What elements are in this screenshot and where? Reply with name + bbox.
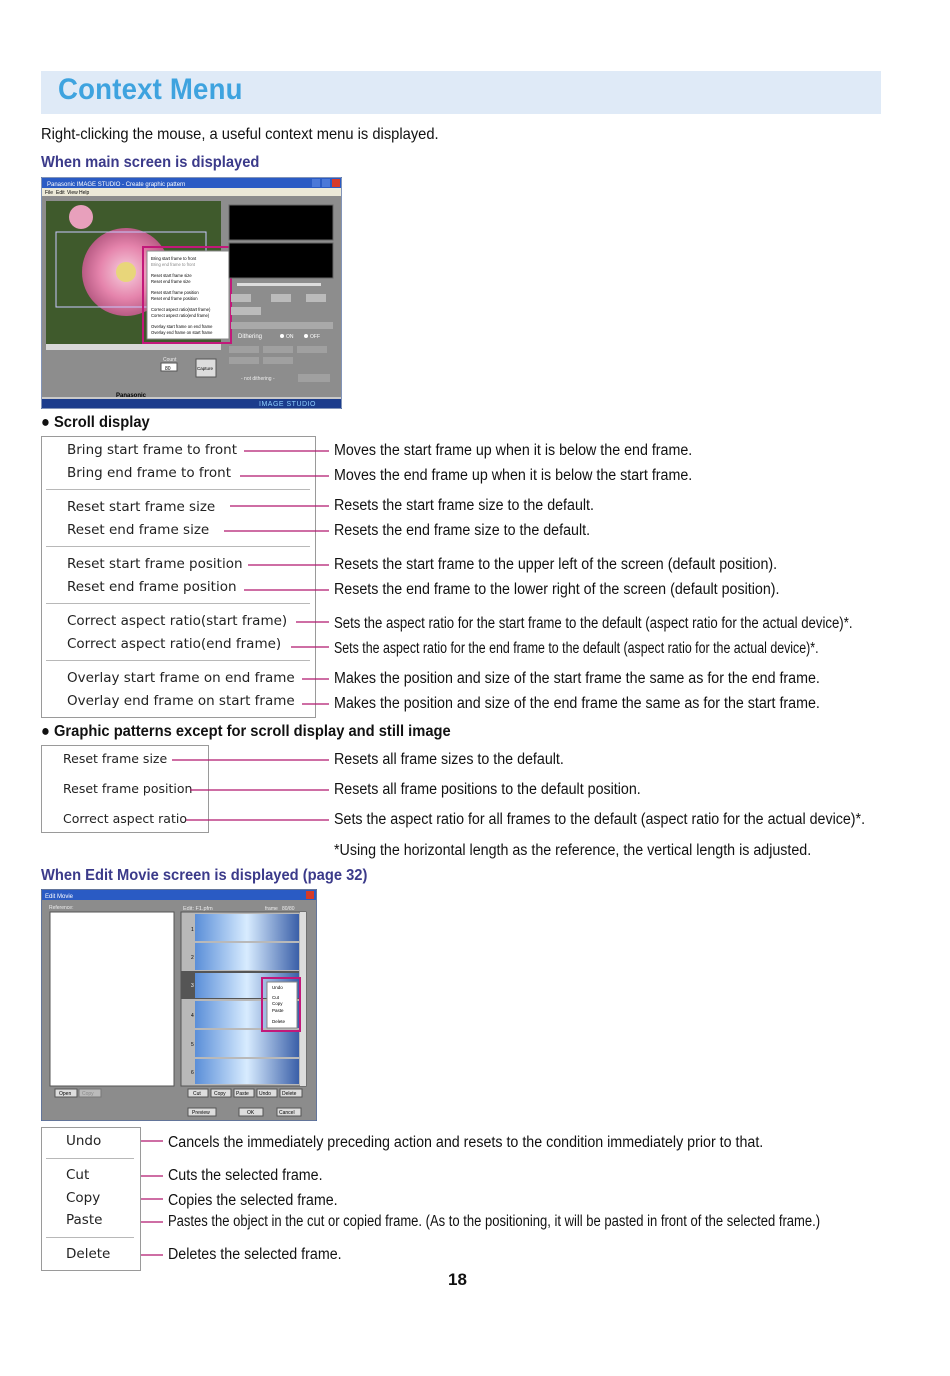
desc-bring-start-front: Moves the start frame up when it is below the end frame. (334, 442, 693, 459)
frame-number: 1 (191, 927, 194, 933)
open-button: Open (59, 1091, 72, 1097)
frame-number: 2 (191, 955, 194, 961)
menu-item-reset-end-position[interactable]: Reset end frame position (67, 579, 237, 595)
menu-item-paste[interactable]: Paste (66, 1212, 103, 1228)
menu-item-reset-end-size[interactable]: Reset end frame size (67, 522, 210, 538)
main-popup-item: Reset start frame position (151, 290, 199, 295)
frame-number: 4 (191, 1013, 194, 1019)
desc-reset-frame-size: Resets all frame sizes to the default. (334, 751, 564, 768)
main-popup-item: Bring start frame to front (151, 256, 197, 261)
not-dithering: - not dithering - (241, 376, 275, 382)
menu-item-cut[interactable]: Cut (66, 1167, 90, 1183)
menu-item-copy[interactable]: Copy (66, 1190, 101, 1206)
menu-item-bring-end-front[interactable]: Bring end frame to front (67, 465, 231, 481)
main-popup-item: Overlay start frame on end frame (151, 324, 213, 329)
desc-overlay-end-on-start: Makes the position and size of the end frame the same as for the start frame. (334, 695, 820, 712)
desc-bring-end-front: Moves the end frame up when it is below the start frame. (334, 467, 693, 484)
desc-correct-aspect-ratio: Sets the aspect ratio for all frames to the default (aspect ratio for the actual device)*. (334, 811, 866, 828)
delete-button: Delete (282, 1091, 297, 1097)
menu-item-undo[interactable]: Undo (66, 1133, 102, 1149)
menubar-edit: Edit (56, 190, 65, 196)
edit-popup-item: Copy (272, 1001, 283, 1006)
edit-movie-screenshot (41, 889, 317, 1126)
frame-number: 5 (191, 1042, 194, 1048)
menu-item-bring-start-front[interactable]: Bring start frame to front (67, 442, 237, 458)
menu-item-overlay-end-on-start[interactable]: Overlay end frame on start frame (67, 693, 295, 709)
preview-button: Preview (192, 1110, 210, 1116)
desc-reset-start-size: Resets the start frame size to the default. (334, 497, 594, 514)
menubar-help: Help (79, 190, 90, 196)
menu-item-delete[interactable]: Delete (66, 1246, 111, 1262)
capture-label: Capture (197, 366, 214, 371)
brand-text: Panasonic (116, 393, 147, 399)
desc-copy: Copies the selected frame. (168, 1192, 338, 1209)
edit-popup-item: Paste (272, 1008, 284, 1013)
main-popup-item: Correct aspect ratio(start frame) (151, 307, 211, 312)
desc-paste: Pastes the object in the cut or copied frame. (As to the positioning, it will be pasted in front of the selected frame.) (168, 1213, 821, 1230)
desc-correct-aspect-end: Sets the aspect ratio for the end frame to the default (aspect ratio for the actual device)*. (334, 640, 819, 657)
section-main-heading: When main screen is displayed (41, 154, 260, 171)
menu-item-reset-frame-position[interactable]: Reset frame position (63, 781, 193, 796)
frame-number: 6 (191, 1070, 194, 1076)
main-popup-item: Reset end frame size (151, 279, 191, 284)
menu-item-correct-aspect-end[interactable]: Correct aspect ratio(end frame) (67, 636, 282, 652)
count-value: 80 (165, 366, 171, 372)
copy-button: Copy (214, 1091, 226, 1097)
menu-item-correct-aspect-start[interactable]: Correct aspect ratio(start frame) (67, 613, 288, 629)
main-popup-item: Reset start frame size (151, 273, 192, 278)
scroll-display-heading: ● Scroll display (41, 414, 150, 431)
paste-button: Paste (236, 1091, 249, 1097)
cut-button: Cut (193, 1091, 201, 1097)
menu-item-overlay-start-on-end[interactable]: Overlay start frame on end frame (67, 670, 295, 686)
dithering-label: Dithering (238, 334, 263, 340)
main-popup-item: Bring end frame to front (151, 262, 195, 267)
desc-cut: Cuts the selected frame. (168, 1167, 323, 1184)
frame-value: 80/80 (282, 906, 295, 912)
edit-popup-item: Undo (272, 985, 283, 990)
page-title: Context Menu (58, 73, 243, 106)
edit-title-text: Edit Movie (45, 894, 74, 900)
frame-number: 3 (191, 983, 194, 989)
desc-reset-frame-position: Resets all frame positions to the default position. (334, 781, 641, 798)
frame-label: frame (265, 906, 278, 912)
page-number: 18 (448, 1270, 467, 1289)
footnote: *Using the horizontal length as the reference, the vertical length is adjusted. (334, 842, 812, 859)
menu-item-reset-start-size[interactable]: Reset start frame size (67, 499, 216, 515)
desc-correct-aspect-start: Sets the aspect ratio for the start frame to the default (aspect ratio for the actual device)*. (334, 615, 853, 632)
close-icon (306, 891, 314, 899)
graphic-patterns-heading: ● Graphic patterns except for scroll display and still image (41, 723, 451, 740)
edit-file-label: Edit: F1.pfm (183, 906, 213, 912)
desc-undo: Cancels the immediately preceding action and resets to the condition immediately prior to that. (168, 1134, 764, 1151)
ok-button: OK (247, 1110, 255, 1116)
menu-item-reset-frame-size[interactable]: Reset frame size (63, 751, 168, 766)
intro-text: Right-clicking the mouse, a useful context menu is displayed. (41, 126, 439, 143)
edit-popup-item: Delete (272, 1019, 286, 1024)
copy-ref-button: Copy (82, 1091, 94, 1097)
menubar-file: File (45, 190, 54, 196)
main-popup-item: Reset end frame position (151, 296, 198, 301)
undo-button: Undo (259, 1091, 271, 1097)
reference-label: Reference: (49, 905, 74, 911)
desc-reset-start-position: Resets the start frame to the upper left of the screen (default position). (334, 556, 778, 573)
menu-item-correct-aspect-ratio[interactable]: Correct aspect ratio (63, 811, 187, 826)
main-popup-item: Correct aspect ratio(end frame) (151, 313, 210, 318)
main-title-text: Panasonic IMAGE STUDIO - Create graphic pattern (47, 182, 186, 188)
dithering-off: OFF (310, 334, 320, 340)
logo-text: IMAGE STUDIO (259, 401, 316, 408)
menubar-view: View (67, 190, 78, 196)
dithering-on: ON (286, 334, 294, 340)
desc-overlay-start-on-end: Makes the position and size of the start frame the same as for the end frame. (334, 670, 820, 687)
main-popup-item: Overlay end frame on start frame (151, 330, 213, 335)
edit-popup-item: Cut (272, 995, 280, 1000)
desc-delete: Deletes the selected frame. (168, 1246, 342, 1263)
cancel-button: Cancel (279, 1110, 295, 1116)
count-label: Count (163, 357, 177, 363)
desc-reset-end-size: Resets the end frame size to the default. (334, 522, 591, 539)
section-edit-heading: When Edit Movie screen is displayed (page 32) (41, 867, 368, 884)
desc-reset-end-position: Resets the end frame to the lower right of the screen (default position). (334, 581, 780, 598)
menu-item-reset-start-position[interactable]: Reset start frame position (67, 556, 243, 572)
